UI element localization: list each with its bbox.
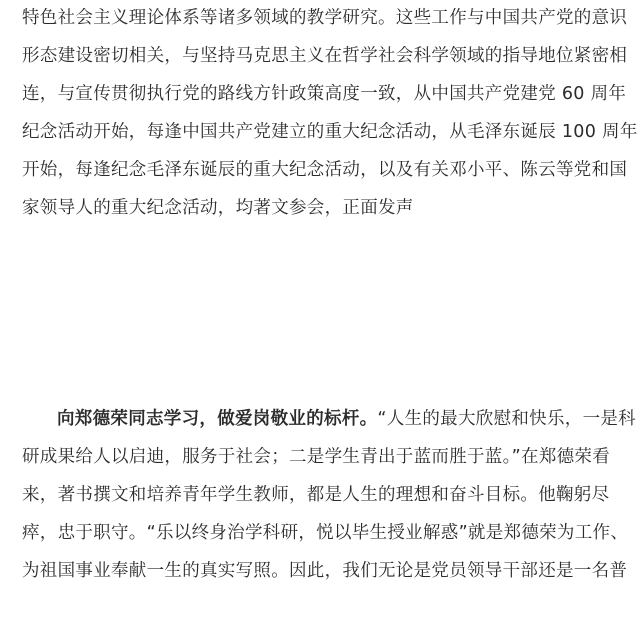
text-line: 为祖国事业奉献一生的真实写照。因此，我们无论是党员领导干部还是一名普	[22, 561, 628, 581]
text-line: 开始，每逢纪念毛泽东诞辰的重大纪念活动，以及有关邓小平、陈云等党和国	[22, 160, 628, 180]
text-line: 研成果给人以启迪，服务于社会；二是学生青出于蓝而胜于蓝。”在郑德荣看	[22, 447, 611, 467]
text-line: 来，著书撰文和培养青年学生教师，都是人生的理想和奋斗目标。他鞠躬尽	[22, 485, 610, 505]
text-line: 连，与宣传贯彻执行党的路线方针政策高度一致，从中国共产党建党 60 周年	[22, 84, 627, 104]
text-segment: “人生的最大欣慰和快乐，一是科	[377, 409, 636, 429]
text-line: 瘁，忠于职守。“乐以终身治学科研，悦以毕生授业解惑”就是郑德荣为工作、	[22, 523, 629, 543]
text-line-first	[22, 400, 636, 438]
paragraph-heading: 向郑德荣同志学习，做爱岗敬业的标杆。	[57, 409, 378, 429]
text-line: 特色社会主义理论体系等诸多领域的教学研究。这些工作与中国共产党的意识	[22, 8, 628, 28]
text-line: 纪念活动开始，每逢中国共产党建立的重大纪念活动，从毛泽东诞辰 100 周年	[22, 122, 638, 142]
text-line: 形态建设密切相关，与坚持马克思主义在哲学社会科学领域的指导地位紧密相	[22, 46, 628, 66]
paragraph-theory-work	[22, 0, 638, 227]
text-line: 家领导人的重大纪念活动，均著文参会，正面发声	[22, 198, 414, 218]
paragraph-dedication	[22, 400, 636, 590]
